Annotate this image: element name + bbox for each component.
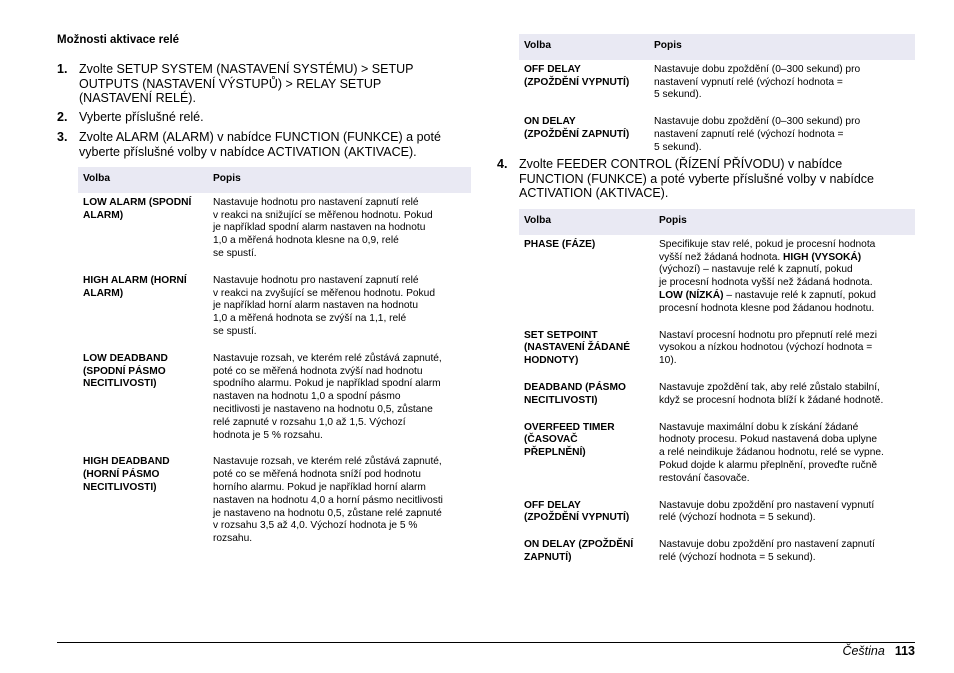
option-name: OVERFEED TIMER (ČASOVAČ PŘEPLNĚNÍ) xyxy=(524,421,615,459)
step-text: Vyberte příslušné relé. xyxy=(79,110,204,124)
feeder-options-table xyxy=(519,209,915,575)
column-header-description: Popis xyxy=(208,167,471,193)
option-description: Specifikuje stav relé, pokud je procesní hodnota vyšší než žádaná hodnota. HIGH (VYSOKÁ) (výchozí) – nastavuje relé k zapnutí, pokud je procesní hodnota vyšší než žádaná hodnota. LOW (NÍZKÁ) – nastavuje relé k zapnutí, pokud procesní hodnota klesne pod žádanou hodnotu. xyxy=(659,238,876,314)
table-row xyxy=(519,60,915,112)
option-description: Nastavuje hodnotu pro nastavení zapnutí relé v reakci na zvyšující se měřenou hodnotu. Pokud je například horní alarm nastaven na hodnotu 1,0 a měřená hodnota se zvýší na 1,1, relé se spustí. xyxy=(213,274,435,337)
page-number: 113 xyxy=(894,644,915,658)
option-description: Nastaví procesní hodnotu pro přepnutí relé mezi vysokou a nízkou hodnotou (výchozí hodnota = 10). xyxy=(659,329,878,367)
table-row xyxy=(519,535,915,575)
step-4 xyxy=(497,157,915,201)
table-header-row xyxy=(519,34,915,60)
step-3 xyxy=(57,130,472,160)
table-row xyxy=(78,452,471,556)
delay-options-table xyxy=(519,34,915,165)
option-description: Nastavuje dobu zpoždění pro nastavení zapnutí relé (výchozí hodnota = 5 sekund). xyxy=(659,539,875,563)
table-header-row xyxy=(78,167,471,193)
column-header-option: Volba xyxy=(78,167,208,193)
option-description: Nastavuje maximální dobu k získání žádané hodnoty procesu. Pokud nastavená doba uplyne a relé neindikuje žádanou hodnotu, relé se vypne. Pokud dojde k alarmu přeplnění, proveďte ručně restování časovače. xyxy=(659,421,884,484)
step-number: 2. xyxy=(57,110,68,124)
column-header-description: Popis xyxy=(649,34,915,60)
option-name: ON DELAY (ZPOŽDĚNÍ ZAPNUTÍ) xyxy=(524,539,634,563)
column-header-description: Popis xyxy=(654,209,915,235)
table-row xyxy=(519,378,915,418)
table-header-row xyxy=(519,209,915,235)
step-text: Zvolte ALARM (ALARM) v nabídce FUNCTION (FUNKCE) a poté vyberte příslušné volby v nabídce ACTIVATION (AKTIVACE). xyxy=(79,130,441,159)
table-row xyxy=(78,271,471,349)
option-name: SET SETPOINT (NASTAVENÍ ŽÁDANÉ HODNOTY) xyxy=(524,329,631,367)
column-header-option: Volba xyxy=(519,209,654,235)
option-description: Nastavuje zpoždění tak, aby relé zůstalo stabilní, když se procesní hodnota blíží k žádané hodnotě. xyxy=(659,381,884,406)
table-row xyxy=(519,496,915,536)
option-name: HIGH ALARM (HORNÍ ALARM) xyxy=(83,274,187,299)
alarm-options-table xyxy=(78,167,471,556)
page-footer xyxy=(842,644,915,658)
table-row xyxy=(519,418,915,496)
option-name: ON DELAY (ZPOŽDĚNÍ ZAPNUTÍ) xyxy=(524,116,630,140)
step-text: Zvolte SETUP SYSTEM (NASTAVENÍ SYSTÉMU) > SETUP OUTPUTS (NASTAVENÍ VÝSTUPŮ) > RELAY SETUP (NASTAVENÍ RELÉ). xyxy=(79,62,414,105)
step-number: 3. xyxy=(57,130,68,144)
option-name: LOW ALARM (SPODNÍ ALARM) xyxy=(83,196,192,221)
step-1 xyxy=(57,62,472,106)
footer-divider xyxy=(57,642,915,643)
step-text: Zvolte FEEDER CONTROL (ŘÍZENÍ PŘÍVODU) v nabídce FUNCTION (FUNKCE) a poté vyberte příslušné volby v nabídce ACTIVATION (AKTIVACE). xyxy=(519,157,874,200)
option-description: Nastavuje dobu zpoždění (0–300 sekund) pro nastavení vypnutí relé (výchozí hodnota = 5 sekund). xyxy=(654,63,861,101)
option-description: Nastavuje dobu zpoždění pro nastavení vypnutí relé (výchozí hodnota = 5 sekund). xyxy=(659,499,875,524)
table-row xyxy=(519,235,915,326)
section-title: Možnosti aktivace relé xyxy=(57,34,180,46)
table-row xyxy=(519,326,915,378)
option-name: PHASE (FÁZE) xyxy=(524,238,596,250)
option-name: OFF DELAY (ZPOŽDĚNÍ VYPNUTÍ) xyxy=(524,63,630,88)
option-description: Nastavuje rozsah, ve kterém relé zůstává zapnuté, poté co se měřená hodnota sníží pod hodnotu horního alarmu. Pokud je například horní alarm nastaven na hodnotu 4,0 a horní pásmo necitlivosti je nastaveno na hodnotu 0,5, zůstane relé zapnuté v rozsahu 3,5 až 4,0. Výchozí hodnota je 5 % rozsahu. xyxy=(213,456,443,545)
option-name: DEADBAND (PÁSMO NECITLIVOSTI) xyxy=(524,381,626,406)
option-name: HIGH DEADBAND (HORNÍ PÁSMO NECITLIVOSTI) xyxy=(83,456,170,493)
step-2 xyxy=(57,110,472,125)
option-description: Nastavuje rozsah, ve kterém relé zůstává zapnuté, poté co se měřená hodnota zvýší nad hodnotu spodního alarmu. Pokud je například spodní alarm nastaven na hodnotu 1,0 a spodní pásmo necitlivosti je nastaveno na hodnotu 0,5, zůstane relé zapnuté v rozsahu 1,0 až 1,5. Výchozí hodnota je 5 % rozsahu. xyxy=(213,352,442,441)
table-row xyxy=(78,193,471,271)
table-row xyxy=(78,349,471,453)
step-number: 1. xyxy=(57,62,68,76)
option-description: Nastavuje dobu zpoždění (0–300 sekund) pro nastavení zapnutí relé (výchozí hodnota = 5 sekund). xyxy=(654,116,861,153)
column-header-option: Volba xyxy=(519,34,649,60)
footer-language: Čeština xyxy=(842,644,885,658)
option-description: Nastavuje hodnotu pro nastavení zapnutí relé v reakci na snižující se měřenou hodnotu. Pokud je například spodní alarm nastaven na hodnotu 1,0 a měřená hodnota klesne na 0,9, relé se spustí. xyxy=(213,196,433,259)
step-number: 4. xyxy=(497,157,508,171)
option-name: LOW DEADBAND (SPODNÍ PÁSMO NECITLIVOSTI) xyxy=(83,352,168,390)
option-name: OFF DELAY (ZPOŽDĚNÍ VYPNUTÍ) xyxy=(524,499,630,524)
